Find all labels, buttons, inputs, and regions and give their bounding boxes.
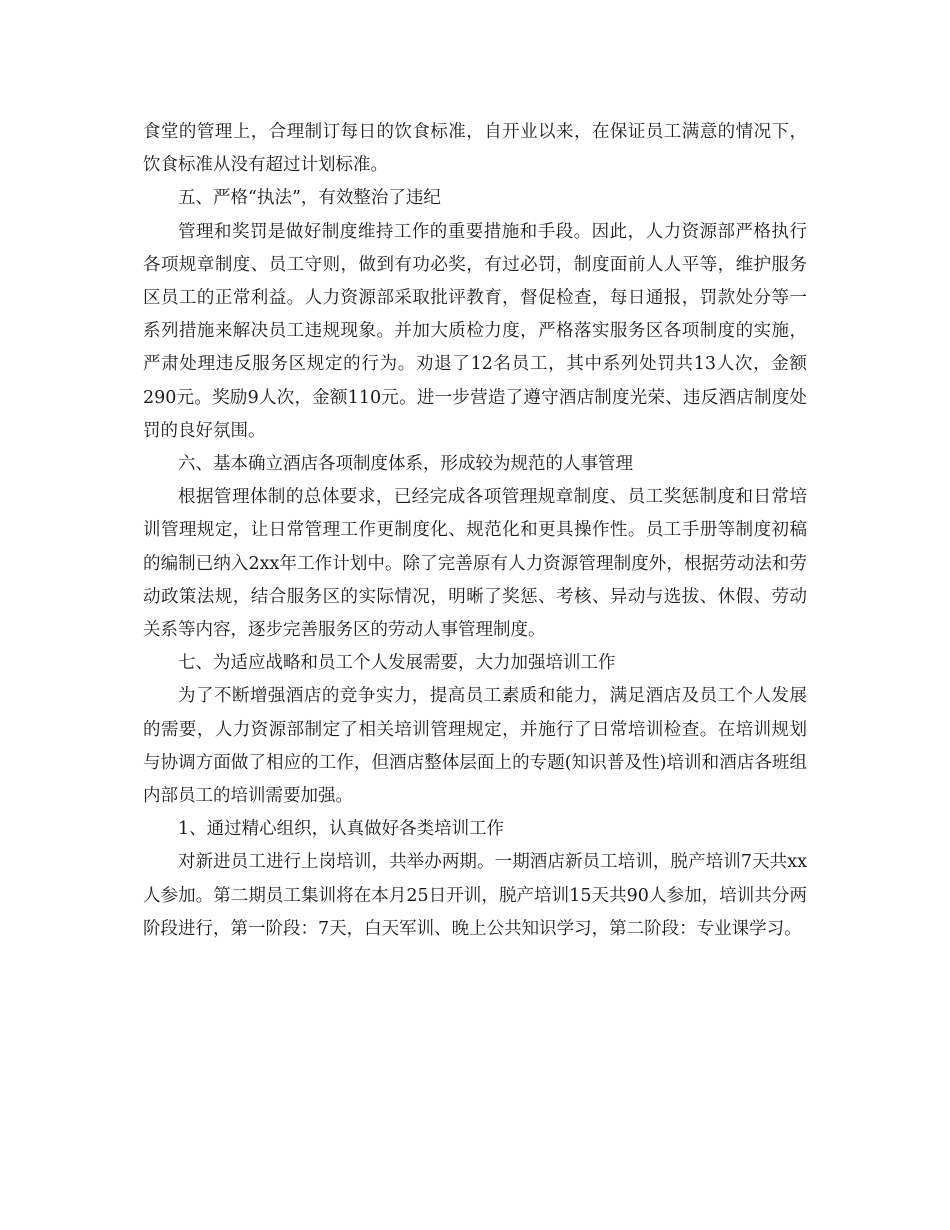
section-heading-6: 六、基本确立酒店各项制度体系，形成较为规范的人事管理 xyxy=(178,454,633,475)
paragraph-discipline: 管理和奖罚是做好制度维持工作的重要措施和手段。因此，人力资源部严格执行各项规章制度、员工守则，做到有功必奖，有过必罚，制度面前人人平等，维护服务区员工的正常利益。人力资源部采取批评教育，督促检查，每日通报，罚款处分等一系列措施来解决员工违规现象。并加大质检力度，严格落实服务区各项制度的实施，严肃处理违反服务区规定的行为。劝退了12名员工，其中系列处罚共13人次，金额290元。奖励9人次，金额110元。进一步营造了遵守酒店制度光荣、违反酒店制度处罚的良好氛围。 xyxy=(143,221,807,441)
paragraph-new-employee-training: 对新进员工进行上岗培训，共举办两期。一期酒店新员工培训，脱产培训7天共xx人参加。第二期员工集训将在本月25日开训，脱产培训15天共90人参加，培训共分两阶段进行，第一阶段：7天，白天军训、晚上公共知识学习，第二阶段：专业课学习。 xyxy=(143,852,807,939)
subsection-heading-1: 1、通过精心组织，认真做好各类培训工作 xyxy=(178,819,505,840)
paragraph-training-overview: 为了不断增强酒店的竞争实力，提高员工素质和能力，满足酒店及员工个人发展的需要，人力资源部制定了相关培训管理规定，并施行了日常培训检查。在培训规划与协调方面做了相应的工作，但酒店整体层面上的专题(知识普及性)培训和酒店各班组内部员工的培训需要加强。 xyxy=(143,686,807,807)
document-body xyxy=(143,116,807,946)
paragraph-canteen-standard: 食堂的管理上，合理制订每日的饮食标准，自开业以来，在保证员工满意的情况下，饮食标准从没有超过计划标准。 xyxy=(143,122,807,176)
paragraph-regulation-system: 根据管理体制的总体要求，已经完成各项管理规章制度、员工奖惩制度和日常培训管理规定，让日常管理工作更制度化、规范化和更具操作性。员工手册等制度初稿的编制已纳入2xx年工作计划中。除了完善原有人力资源管理制度外，根据劳动法和劳动政策法规，结合服务区的实际情况，明晰了奖惩、考核、异动与选拔、休假、劳动关系等内容，逐步完善服务区的劳动人事管理制度。 xyxy=(143,487,807,641)
section-heading-7: 七、为适应战略和员工个人发展需要，大力加强培训工作 xyxy=(178,653,616,674)
section-heading-5: 五、严格“执法”，有效整治了违纪 xyxy=(178,188,441,209)
